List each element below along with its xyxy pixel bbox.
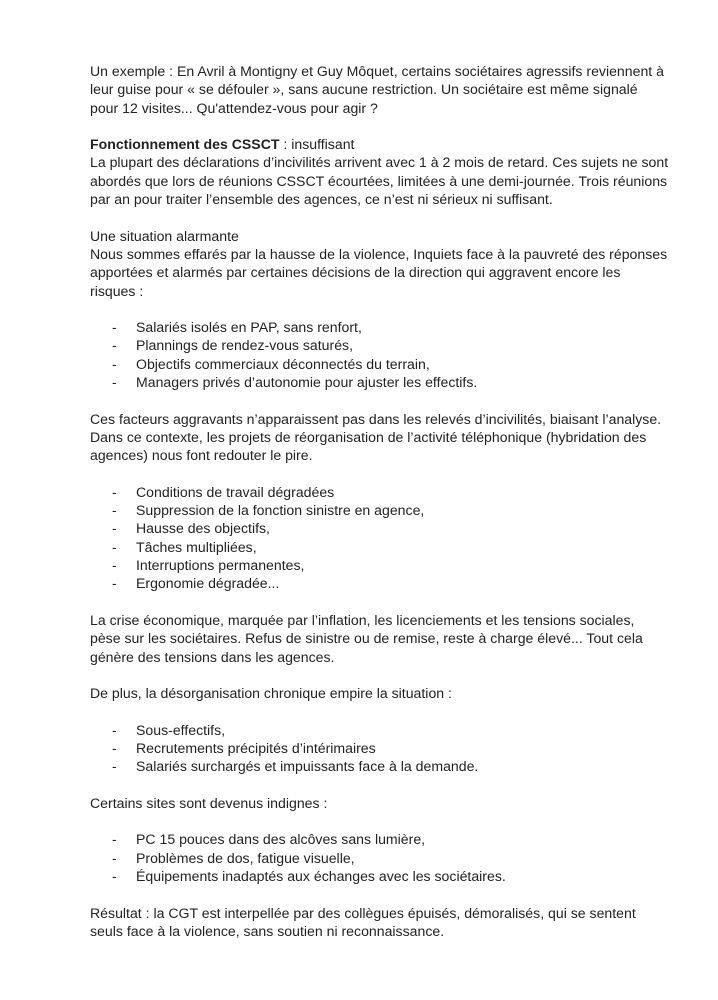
list-item-text: Sous-effectifs, (136, 721, 226, 738)
list-item-text: Problèmes de dos, fatigue visuelle, (136, 849, 355, 866)
text-line: par an pour traiter l’ensemble des agences, ce n’est ni sérieux ni suffisant. (90, 191, 553, 208)
list-item (90, 867, 670, 885)
text-line: pour 12 visites... Qu'attendez-vous pour agir ? (90, 99, 378, 116)
text-line: La plupart des déclarations d’incivilités arrivent avec 1 à 2 mois de retard. Ces sujets ne sont (90, 154, 669, 171)
disorganisation-list (90, 721, 670, 776)
list-item (90, 519, 670, 537)
list-item-text: Plannings de rendez-vous saturés, (136, 337, 354, 354)
csssct-heading-rest: : insuffisant (279, 136, 355, 153)
dash-bullet: - (112, 502, 117, 519)
list-item-text: Objectifs commerciaux déconnectés du terrain, (136, 355, 430, 372)
list-item-text: Salariés surchargés et impuissants face à la demande. (136, 758, 479, 775)
text-line: Résultat : la CGT est interpellée par des collègues épuisés, démoralisés, qui se sentent (90, 904, 636, 921)
situation-list (90, 318, 670, 391)
list-item (90, 483, 670, 501)
list-item-text: Ergonomie dégradée... (136, 575, 280, 592)
dash-bullet: - (112, 319, 117, 336)
text-line: Nous sommes effarés par la hausse de la violence, Inquiets face à la pauvreté des réponses (90, 245, 668, 262)
list-item-text: Hausse des objectifs, (136, 520, 270, 537)
list-item (90, 849, 670, 867)
dash-bullet: - (112, 355, 117, 372)
list-item (90, 574, 670, 592)
dash-bullet: - (112, 520, 117, 537)
list-item (90, 355, 670, 373)
dash-bullet: - (112, 483, 117, 500)
disorganisation-paragraph (90, 684, 670, 702)
list-item (90, 501, 670, 519)
list-item (90, 757, 670, 775)
list-item-text: Recrutements précipités d’intérimaires (136, 739, 376, 756)
factors-paragraph (90, 410, 670, 465)
text-line: Un exemple : En Avril à Montigny et Guy Môquet, certains sociétaires agressifs reviennent à (90, 63, 664, 79)
text-line: leur guise pour « se défouler », sans aucune restriction. Un sociétaire est même signalé (90, 81, 638, 98)
text-line: risques : (90, 282, 144, 299)
list-item (90, 739, 670, 757)
factors-list (90, 483, 670, 593)
text-line: abordés que lors de réunions CSSCT écourtées, limitées à une demi-journée. Trois réunions (90, 172, 668, 189)
list-item (90, 336, 670, 354)
text-line: Dans ce contexte, les projets de réorganisation de l’activité téléphonique (hybridation des (90, 428, 647, 445)
text-line: apportées et alarmés par certaines décisions de la direction qui aggravent encore les (90, 264, 621, 281)
text-line: seuls face à la violence, sans soutien ni reconnaissance. (90, 922, 445, 939)
crisis-paragraph (90, 611, 670, 666)
dash-bullet: - (112, 575, 117, 592)
intro-paragraph (90, 62, 670, 117)
list-item-text: Suppression de la fonction sinistre en agence, (136, 502, 425, 519)
list-item-text: Salariés isolés en PAP, sans renfort, (136, 319, 362, 336)
sites-paragraph (90, 794, 670, 812)
list-item-text: Managers privés d’autonomie pour ajuster les effectifs. (136, 374, 478, 391)
text-line: agences) nous font redouter le pire. (90, 447, 313, 464)
dash-bullet: - (112, 831, 117, 848)
sites-list (90, 830, 670, 885)
document-body (90, 62, 670, 959)
list-item-text: Tâches multipliées, (136, 538, 257, 555)
dash-bullet: - (112, 337, 117, 354)
dash-bullet: - (112, 868, 117, 885)
list-item-text: Équipements inadaptés aux échanges avec les sociétaires. (136, 868, 506, 885)
dash-bullet: - (112, 721, 117, 738)
dash-bullet: - (112, 849, 117, 866)
list-item (90, 830, 670, 848)
list-item (90, 538, 670, 556)
text-line: Ces facteurs aggravants n’apparaissent pas dans les relevés d’incivilités, biaisant l’analyse. (90, 410, 662, 427)
csssct-heading (90, 135, 670, 153)
list-item (90, 721, 670, 739)
dash-bullet: - (112, 758, 117, 775)
list-item (90, 373, 670, 391)
list-item-text: Conditions de travail dégradées (136, 483, 335, 500)
situation-heading: Une situation alarmante (90, 227, 239, 244)
list-item (90, 556, 670, 574)
situation-section (90, 227, 670, 300)
text-line: De plus, la désorganisation chronique empire la situation : (90, 685, 452, 702)
dash-bullet: - (112, 374, 117, 391)
csssct-section (90, 135, 670, 208)
text-line: Certains sites sont devenus indignes : (90, 794, 328, 811)
dash-bullet: - (112, 538, 117, 555)
dash-bullet: - (112, 739, 117, 756)
csssct-heading-bold: Fonctionnement des CSSCT (90, 136, 280, 153)
list-item-text: Interruptions permanentes, (136, 557, 305, 574)
list-item-text: PC 15 pouces dans des alcôves sans lumière, (136, 831, 426, 848)
text-line: La crise économique, marquée par l’inflation, les licenciements et les tensions sociales, (90, 611, 635, 628)
text-line: pèse sur les sociétaires. Refus de sinistre ou de remise, reste à charge élevé... Tout cela (90, 630, 643, 647)
list-item (90, 318, 670, 336)
text-line: génère des tensions dans les agences. (90, 648, 335, 665)
result-paragraph (90, 904, 670, 941)
dash-bullet: - (112, 557, 117, 574)
